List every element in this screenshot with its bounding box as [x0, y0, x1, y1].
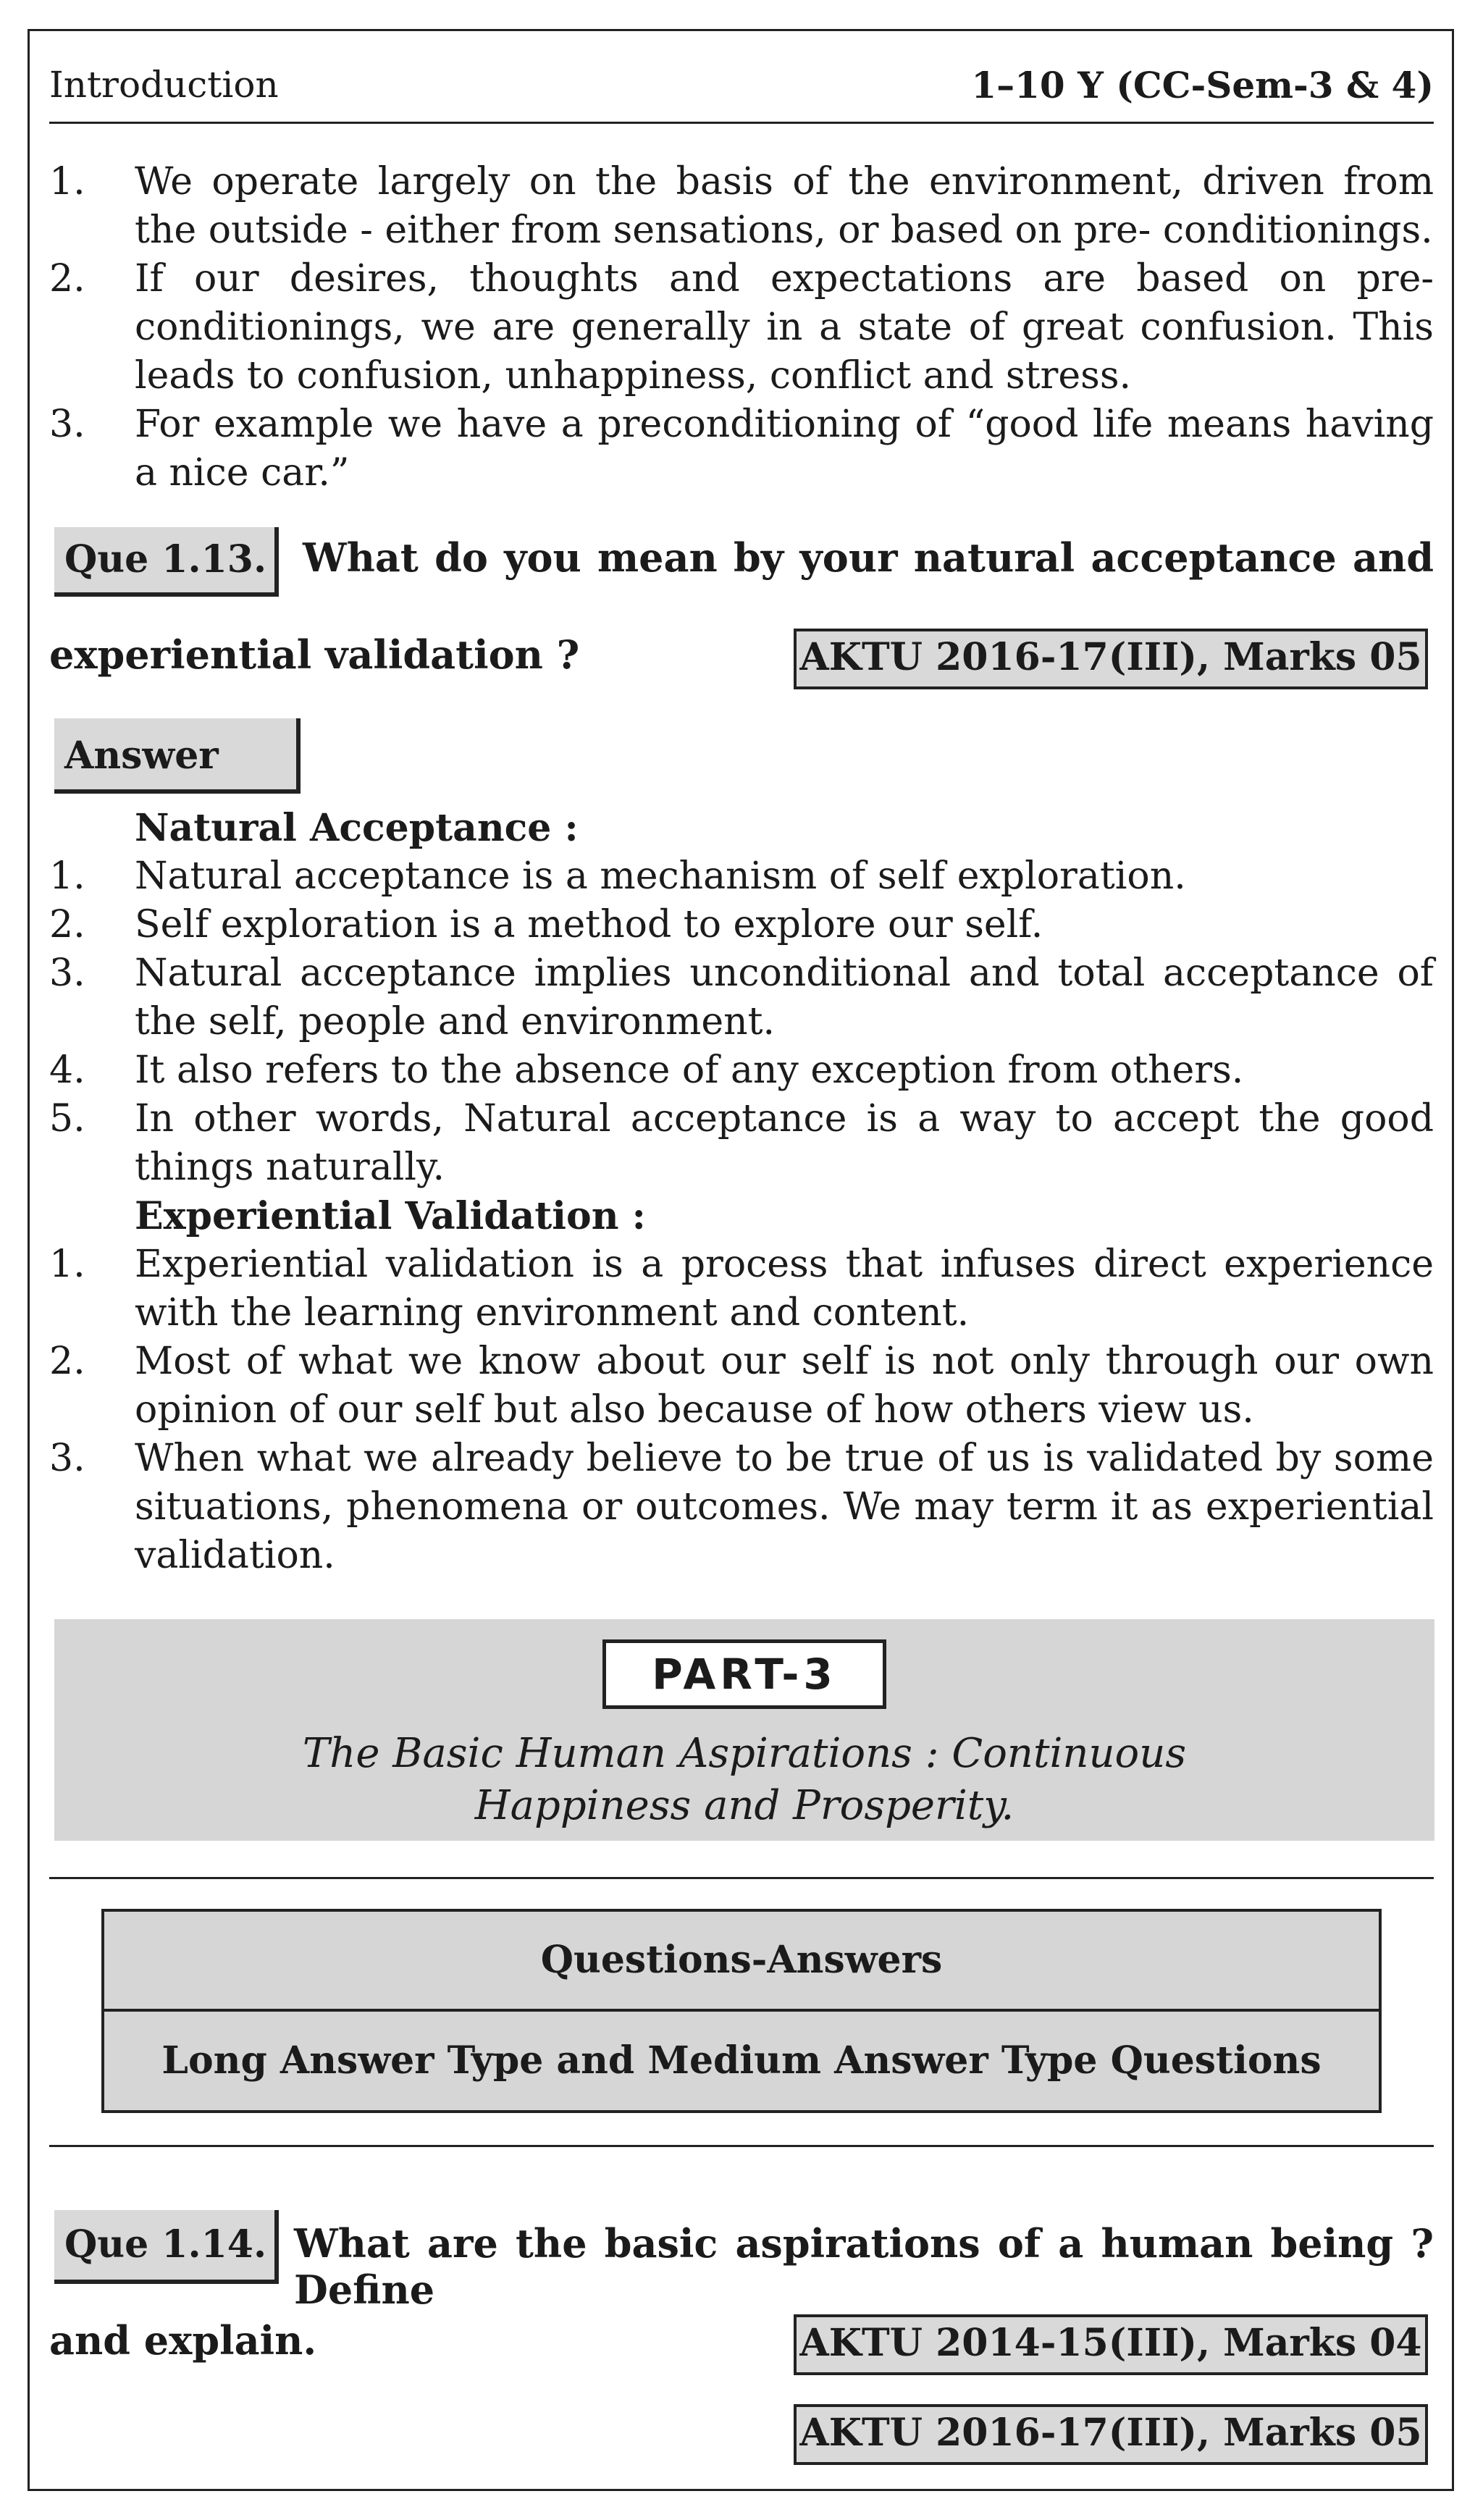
header-rule	[49, 122, 1434, 124]
qa-box-subtitle: Long Answer Type and Medium Answer Type Questions	[161, 2038, 1322, 2083]
list-item: 3. When what we already believe to be true of us is validated by some situations, phenomena or outcomes. We may term it as experiential validation.	[49, 1437, 1434, 1577]
list-item: 2. If our desires, thoughts and expectations are based on pre-conditionings, we are generally in a state of great confusion. This leads to confusion, unhappiness, conflict and stress.	[49, 257, 1434, 398]
marks-badge: AKTU 2014-15(III), Marks 04	[794, 2314, 1428, 2375]
part-label: PART-3	[602, 1639, 886, 1709]
question-tag: Que 1.13.	[54, 527, 279, 597]
section-rule-top	[49, 1877, 1434, 1879]
subheading-experiential-validation: Experiential Validation :	[135, 1194, 646, 1238]
list-item: 3. Natural acceptance implies unconditional and total acceptance of the self, people and environment.	[49, 952, 1434, 1043]
questions-answers-box	[101, 1909, 1382, 2113]
question-text: What are the basic aspirations of a human being ? Define	[294, 2220, 1434, 2313]
qa-box-title: Questions-Answers	[104, 1912, 1379, 2012]
list-item: 4. It also refers to the absence of any exception from others.	[49, 1049, 1244, 1092]
section-title: Introduction	[49, 64, 279, 106]
question-text-continued: experiential validation ?	[49, 631, 580, 678]
marks-badge: AKTU 2016-17(III), Marks 05	[794, 629, 1428, 689]
section-rule-bottom	[49, 2145, 1434, 2147]
list-item: 5. In other words, Natural acceptance is a way to accept the good things naturally.	[49, 1097, 1434, 1189]
answer-tag: Answer	[54, 718, 301, 794]
question-tag: Que 1.14.	[54, 2210, 279, 2284]
question-text: What do you mean by your natural acceptance and	[303, 534, 1434, 581]
subheading-natural-acceptance: Natural Acceptance :	[135, 806, 579, 850]
page-reference: 1–10 Y (CC-Sem-3 & 4)	[971, 64, 1434, 106]
answer-body	[49, 804, 1434, 1580]
list-item: 3. For example we have a preconditioning of “good life means having a nice car.”	[49, 403, 1434, 495]
list-item: 1. Experiential validation is a process that infuses direct experience with the learning environment and content.	[49, 1243, 1434, 1335]
part-title: The Basic Human Aspirations : Continuous Happiness and Prosperity.	[302, 1730, 1187, 1829]
question-text-continued: and explain.	[49, 2317, 317, 2364]
page-header	[49, 64, 1434, 107]
list-item: 1. We operate largely on the basis of the environment, driven from the outside - either from sensations, or based on pre- conditionings.	[49, 160, 1434, 252]
list-item: 2. Most of what we know about our self is not only through our own opinion of our self but also because of how others view us.	[49, 1340, 1434, 1432]
intro-list	[49, 158, 1434, 497]
list-item: 2. Self exploration is a method to explore our self.	[49, 903, 1043, 946]
list-item: 1. Natural acceptance is a mechanism of self exploration.	[49, 854, 1186, 898]
marks-badge: AKTU 2016-17(III), Marks 05	[794, 2404, 1428, 2465]
